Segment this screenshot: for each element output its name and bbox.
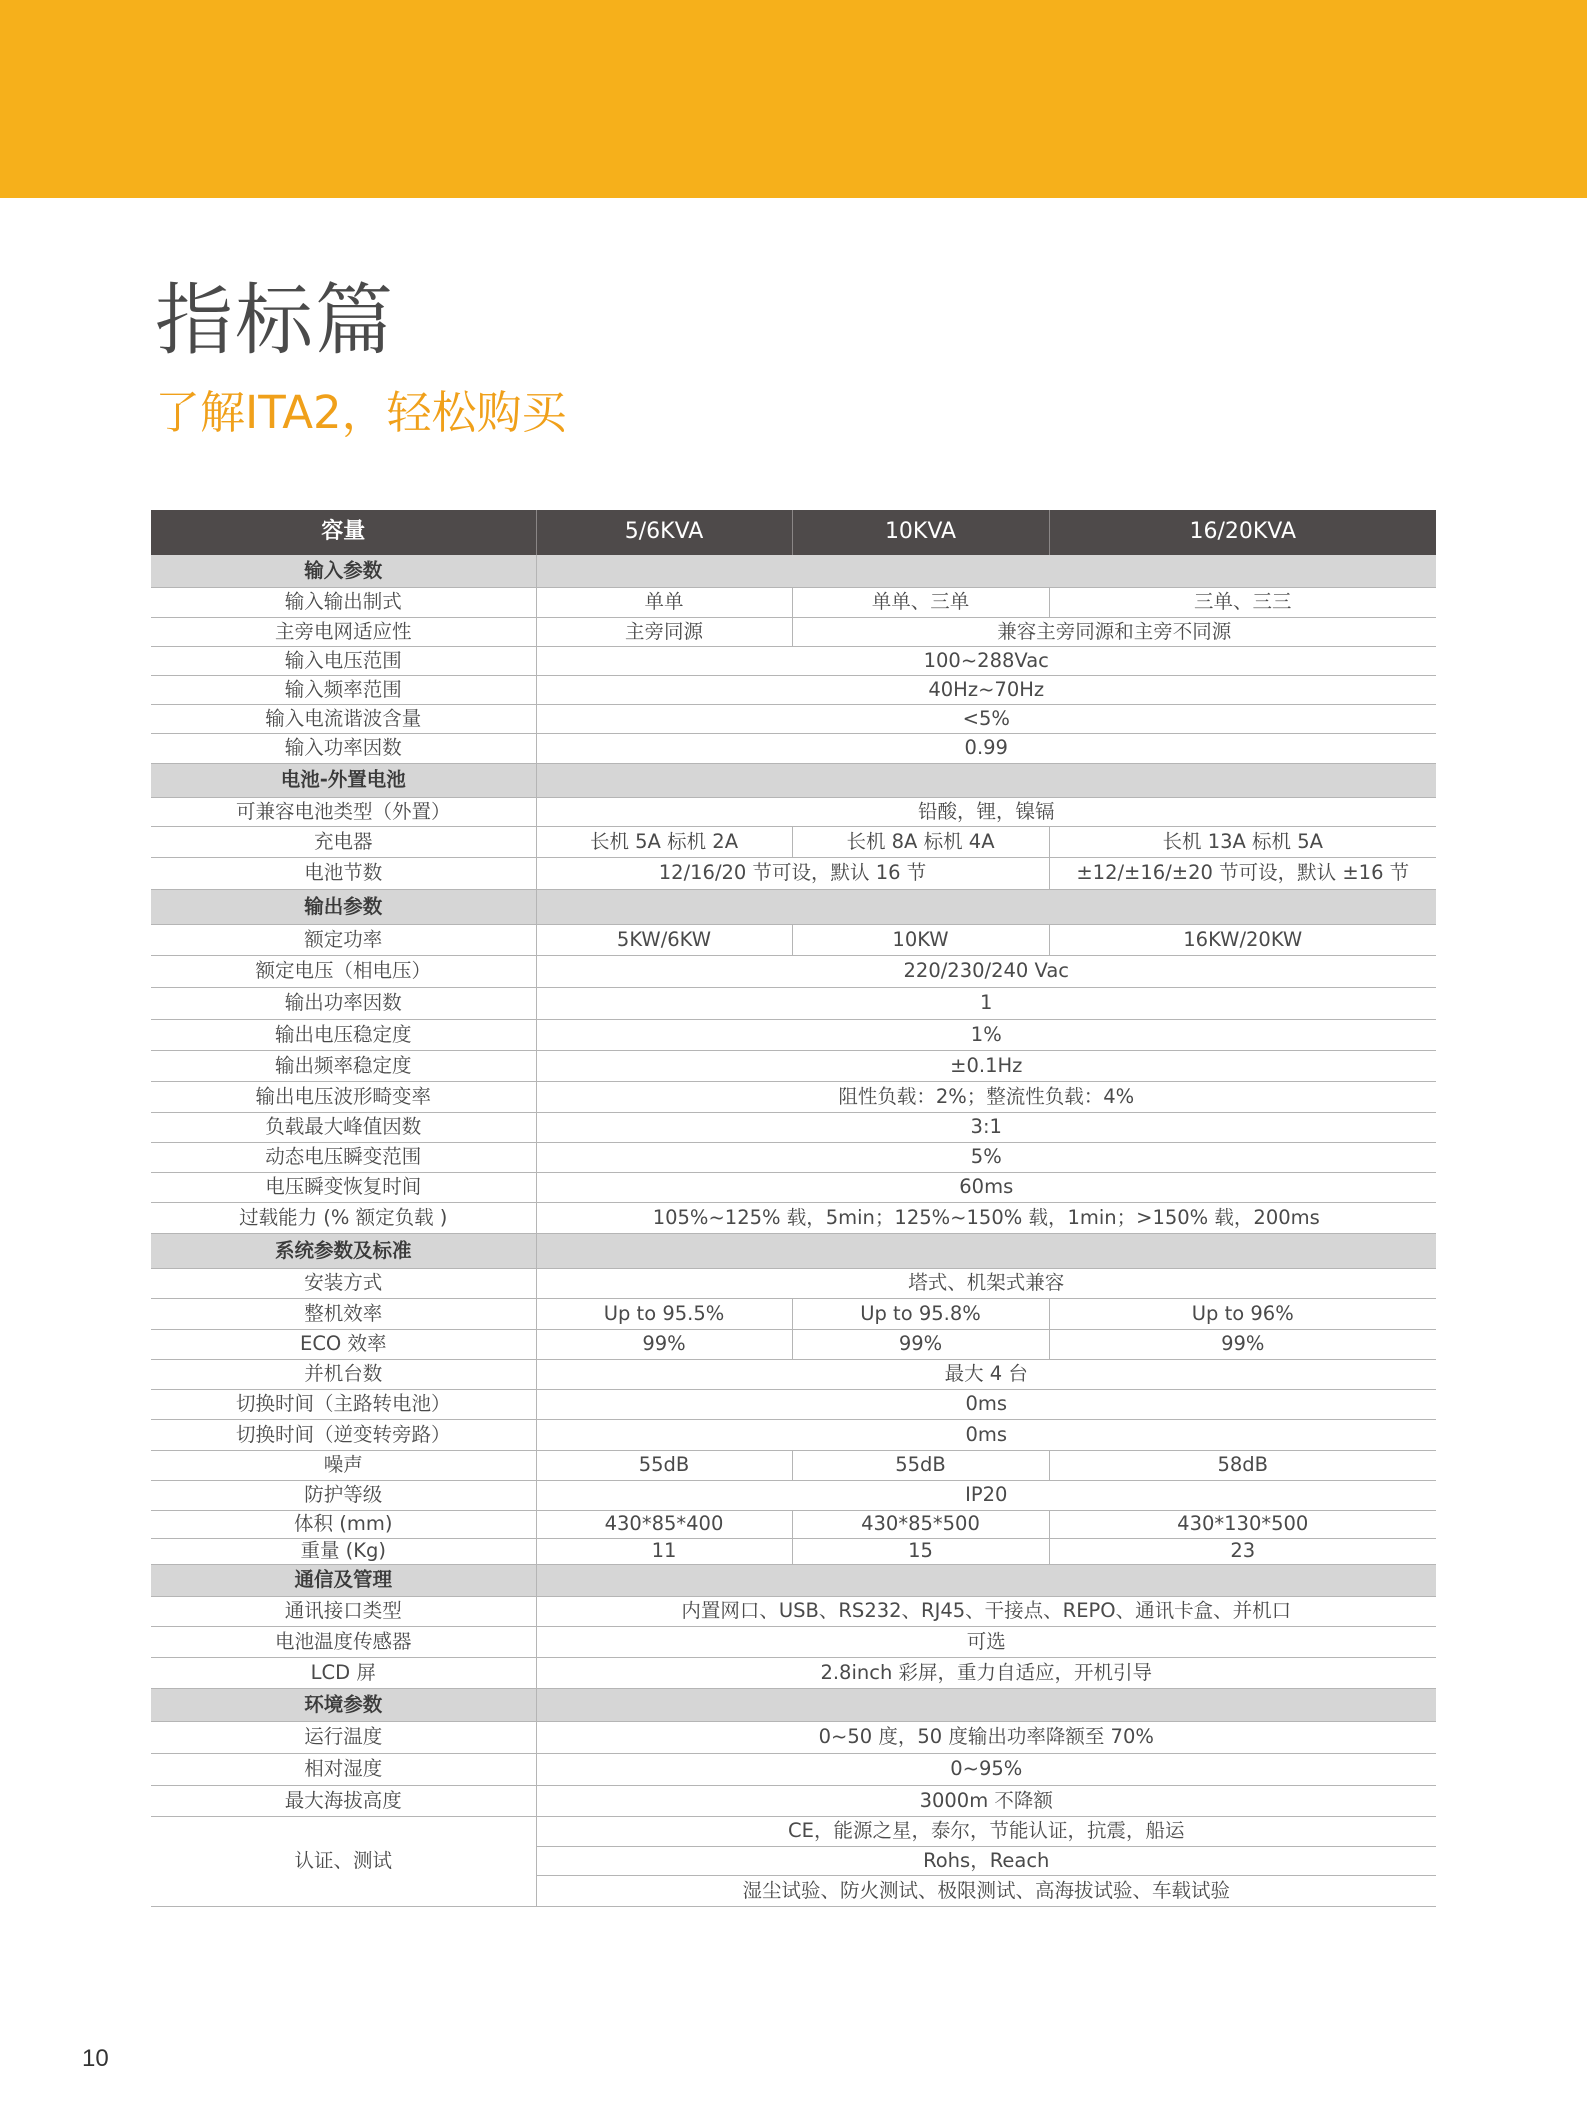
row-label: 安装方式: [151, 1268, 536, 1298]
table-row: [151, 1596, 1436, 1626]
cell-value: 0~95%: [536, 1753, 1436, 1785]
row-label: 可兼容电池类型（外置）: [151, 797, 536, 826]
table-row: [151, 1112, 1436, 1142]
row-label: 额定电压（相电压）: [151, 955, 536, 987]
cell-value: 55dB: [792, 1450, 1049, 1480]
section-label: 输出参数: [151, 889, 536, 924]
cell-value: 11: [536, 1538, 792, 1564]
cell-value: 16KW/20KW: [1049, 924, 1436, 955]
row-label: 整机效率: [151, 1298, 536, 1329]
row-label: 输入电压范围: [151, 646, 536, 675]
section-row-input: [151, 555, 1436, 587]
cell-value: 105%~125% 载，5min；125%~150% 载，1min；>150% 载，200ms: [536, 1202, 1436, 1233]
cell-value: 430*85*400: [536, 1510, 792, 1538]
cell-value: 5KW/6KW: [536, 924, 792, 955]
row-label: 电池温度传感器: [151, 1626, 536, 1657]
cell-value: 1%: [536, 1019, 1436, 1050]
table-row: [151, 1419, 1436, 1450]
header-5-6kva: 5/6KVA: [536, 510, 792, 555]
top-color-band: [0, 0, 1587, 198]
section-label: 输入参数: [151, 555, 536, 587]
cell-value: 长机 5A 标机 2A: [536, 826, 792, 857]
cell-value: 可选: [536, 1626, 1436, 1657]
cell-value: 兼容主旁同源和主旁不同源: [792, 617, 1436, 646]
cell-value: 铅酸，锂，镍镉: [536, 797, 1436, 826]
section-row-comm: [151, 1564, 1436, 1596]
cell-value: 单单、三单: [792, 587, 1049, 617]
cell-value: ±0.1Hz: [536, 1050, 1436, 1081]
page-title: 指标篇: [155, 276, 396, 366]
table-row: [151, 1050, 1436, 1081]
row-label: 负载最大峰值因数: [151, 1112, 536, 1142]
cell-value: 主旁同源: [536, 617, 792, 646]
cell-value: 2.8inch 彩屏，重力自适应，开机引导: [536, 1657, 1436, 1688]
header-10kva: 10KVA: [792, 510, 1049, 555]
row-label: LCD 屏: [151, 1657, 536, 1688]
row-label: 输入频率范围: [151, 675, 536, 704]
cell-value: 99%: [536, 1329, 792, 1359]
row-label: ECO 效率: [151, 1329, 536, 1359]
cell-value: 430*130*500: [1049, 1510, 1436, 1538]
row-label: 最大海拔高度: [151, 1785, 536, 1816]
row-label: 输出电压波形畸变率: [151, 1081, 536, 1112]
row-label: 输出功率因数: [151, 987, 536, 1019]
section-row-system: [151, 1233, 1436, 1268]
row-label: 动态电压瞬变范围: [151, 1142, 536, 1172]
cell-value: 塔式、机架式兼容: [536, 1268, 1436, 1298]
table-row: [151, 1721, 1436, 1753]
row-label: 过载能力 (% 额定负载 ): [151, 1202, 536, 1233]
table-row: [151, 1538, 1436, 1564]
cell-value: Up to 96%: [1049, 1298, 1436, 1329]
table-row: [151, 987, 1436, 1019]
page-subtitle: 了解ITA2，轻松购买: [155, 386, 567, 439]
cell-value: 10KW: [792, 924, 1049, 955]
row-label: 输入功率因数: [151, 733, 536, 763]
table-row: [151, 1298, 1436, 1329]
section-label: 系统参数及标准: [151, 1233, 536, 1268]
cell-value: 99%: [1049, 1329, 1436, 1359]
table-row: [151, 797, 1436, 826]
row-label: 并机台数: [151, 1359, 536, 1389]
table-row: [151, 1753, 1436, 1785]
page-number: 10: [82, 2045, 109, 2072]
row-label: 切换时间（逆变转旁路）: [151, 1419, 536, 1450]
cell-value: 55dB: [536, 1450, 792, 1480]
cell-value: 23: [1049, 1538, 1436, 1564]
section-label: 通信及管理: [151, 1564, 536, 1596]
table-row: [151, 857, 1436, 889]
table-row: [151, 1450, 1436, 1480]
table-row: [151, 1359, 1436, 1389]
row-label: 输入电流谐波含量: [151, 704, 536, 733]
table-row: [151, 955, 1436, 987]
cell-value: Up to 95.5%: [536, 1298, 792, 1329]
cell-value: 430*85*500: [792, 1510, 1049, 1538]
cell-value: 60ms: [536, 1172, 1436, 1202]
cell-value: 长机 8A 标机 4A: [792, 826, 1049, 857]
cell-value: 三单、三三: [1049, 587, 1436, 617]
section-row-output: [151, 889, 1436, 924]
row-label: 输出电压稳定度: [151, 1019, 536, 1050]
section-label: 电池-外置电池: [151, 763, 536, 797]
cell-value: ±12/±16/±20 节可设，默认 ±16 节: [1049, 857, 1436, 889]
row-label: 认证、测试: [151, 1816, 536, 1906]
cell-value: 最大 4 台: [536, 1359, 1436, 1389]
table-row: [151, 924, 1436, 955]
table-header-row: [151, 510, 1436, 555]
cell-value: 40Hz~70Hz: [536, 675, 1436, 704]
cell-value: 100~288Vac: [536, 646, 1436, 675]
cell-value: 0~50 度，50 度输出功率降额至 70%: [536, 1721, 1436, 1753]
row-label: 电压瞬变恢复时间: [151, 1172, 536, 1202]
cell-value: 12/16/20 节可设，默认 16 节: [536, 857, 1049, 889]
cell-value: 单单: [536, 587, 792, 617]
row-label: 主旁电网适应性: [151, 617, 536, 646]
cell-value: 1: [536, 987, 1436, 1019]
row-label: 充电器: [151, 826, 536, 857]
section-label: 环境参数: [151, 1688, 536, 1721]
cell-value: 3:1: [536, 1112, 1436, 1142]
row-label: 输出频率稳定度: [151, 1050, 536, 1081]
table-row: [151, 1329, 1436, 1359]
cell-value: 220/230/240 Vac: [536, 955, 1436, 987]
cell-value: 99%: [792, 1329, 1049, 1359]
table-row: [151, 646, 1436, 675]
cell-value: 15: [792, 1538, 1049, 1564]
cell-value: 58dB: [1049, 1450, 1436, 1480]
cell-value: 0.99: [536, 733, 1436, 763]
row-label: 电池节数: [151, 857, 536, 889]
cell-value: Rohs，Reach: [536, 1846, 1436, 1875]
table-row: [151, 1626, 1436, 1657]
table-row: [151, 826, 1436, 857]
row-label: 输入输出制式: [151, 587, 536, 617]
table-row: [151, 1019, 1436, 1050]
table-row: [151, 733, 1436, 763]
table-row: [151, 1510, 1436, 1538]
cell-value: 长机 13A 标机 5A: [1049, 826, 1436, 857]
cell-value: IP20: [536, 1480, 1436, 1510]
cell-value: Up to 95.8%: [792, 1298, 1049, 1329]
cell-value: 内置网口、USB、RS232、RJ45、干接点、REPO、通讯卡盒、并机口: [536, 1596, 1436, 1626]
cell-value: 3000m 不降额: [536, 1785, 1436, 1816]
row-label: 通讯接口类型: [151, 1596, 536, 1626]
row-label: 体积 (mm): [151, 1510, 536, 1538]
cell-value: 湿尘试验、防火测试、极限测试、高海拔试验、车载试验: [536, 1875, 1436, 1906]
section-row-battery: [151, 763, 1436, 797]
table-row: [151, 1202, 1436, 1233]
row-label: 额定功率: [151, 924, 536, 955]
table-row: [151, 587, 1436, 617]
row-label: 噪声: [151, 1450, 536, 1480]
table-row: [151, 1081, 1436, 1112]
header-16-20kva: 16/20KVA: [1049, 510, 1436, 555]
row-label: 防护等级: [151, 1480, 536, 1510]
cell-value: 阻性负载：2%；整流性负载：4%: [536, 1081, 1436, 1112]
cell-value: <5%: [536, 704, 1436, 733]
table-row: [151, 1389, 1436, 1419]
section-row-env: [151, 1688, 1436, 1721]
table-row: [151, 1268, 1436, 1298]
header-capacity: 容量: [151, 510, 536, 555]
spec-table: [151, 510, 1436, 1907]
row-label: 切换时间（主路转电池）: [151, 1389, 536, 1419]
table-row: [151, 1480, 1436, 1510]
table-row: [151, 1657, 1436, 1688]
row-label: 相对湿度: [151, 1753, 536, 1785]
table-row: [151, 704, 1436, 733]
table-row: [151, 617, 1436, 646]
table-row: [151, 1172, 1436, 1202]
cell-value: 5%: [536, 1142, 1436, 1172]
table-row: [151, 1816, 1436, 1846]
table-row: [151, 1142, 1436, 1172]
cell-value: 0ms: [536, 1389, 1436, 1419]
table-row: [151, 675, 1436, 704]
row-label: 运行温度: [151, 1721, 536, 1753]
cell-value: CE，能源之星，泰尔，节能认证，抗震，船运: [536, 1816, 1436, 1846]
cell-value: 0ms: [536, 1419, 1436, 1450]
table-row: [151, 1785, 1436, 1816]
row-label: 重量 (Kg): [151, 1538, 536, 1564]
